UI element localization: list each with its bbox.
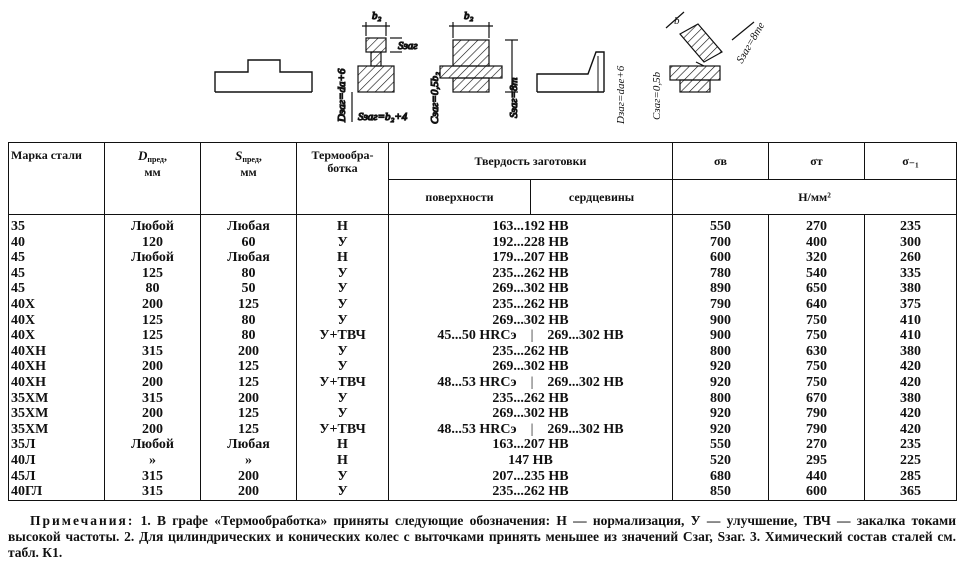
cell-s-pred: 80: [201, 328, 297, 344]
cell-sigma-b: 550: [673, 215, 769, 235]
cell-s-pred: 80: [201, 313, 297, 329]
cell-grade: 35: [9, 215, 105, 235]
header-sigma-minus1: σ₋₁: [865, 143, 957, 180]
cell-s-pred: 200: [201, 469, 297, 485]
cell-sigma-t: 640: [769, 297, 865, 313]
table-row: [9, 344, 957, 360]
cell-hardness: [389, 391, 673, 407]
cell-hardness: [389, 250, 673, 266]
cell-sigma-b: 920: [673, 406, 769, 422]
hardness-surface: 269...302 НВ: [492, 312, 569, 328]
cell-heat-treatment: У: [297, 344, 389, 360]
cell-d-pred: 200: [105, 406, 201, 422]
label-b-d: b: [674, 15, 680, 27]
table-row: [9, 250, 957, 266]
cell-hardness: [389, 359, 673, 375]
header-hardness: Твердость заготовки: [389, 143, 673, 180]
cell-hardness: [389, 484, 673, 500]
steel-properties-table: [8, 142, 957, 501]
cell-d-pred: 315: [105, 344, 201, 360]
table-row: [9, 437, 957, 453]
cell-heat-treatment: Н: [297, 250, 389, 266]
hardness-surface: 192...228 НВ: [492, 234, 569, 250]
table-row: [9, 313, 957, 329]
label-d-zag-c: Dзаг=dае+6: [615, 65, 627, 124]
cell-d-pred: 315: [105, 391, 201, 407]
cell-sigma-b: 600: [673, 250, 769, 266]
table-row: [9, 453, 957, 469]
table-row: [9, 297, 957, 313]
cell-sigma-t: 750: [769, 375, 865, 391]
cell-hardness: [389, 297, 673, 313]
header-grade: Марка стали: [9, 143, 105, 215]
cell-hardness: [389, 437, 673, 453]
cell-d-pred: 120: [105, 235, 201, 251]
cell-d-pred: 200: [105, 297, 201, 313]
cell-hardness: [389, 469, 673, 485]
cell-d-pred: Любой: [105, 250, 201, 266]
cell-sigma-t: 750: [769, 359, 865, 375]
cell-sigma-b: 800: [673, 391, 769, 407]
cell-d-pred: Любой: [105, 215, 201, 235]
cell-heat-treatment: У: [297, 391, 389, 407]
cell-sigma-t: 320: [769, 250, 865, 266]
hardness-core: 269...302 НВ: [547, 328, 624, 344]
cell-heat-treatment: У: [297, 484, 389, 500]
cell-sigma-b: 890: [673, 281, 769, 297]
table-row: [9, 406, 957, 422]
table-row: [9, 375, 957, 391]
cell-sigma-b: 780: [673, 266, 769, 282]
hardness-surface: 45...50 HRCэ: [437, 328, 517, 344]
cell-s-pred: Любая: [201, 437, 297, 453]
cell-hardness: [389, 281, 673, 297]
cell-s-pred: Любая: [201, 215, 297, 235]
cell-hardness: [389, 406, 673, 422]
cell-sigma-t: 540: [769, 266, 865, 282]
cell-s-pred: 125: [201, 359, 297, 375]
hardness-surface: 235...262 НВ: [492, 343, 569, 359]
cell-s-pred: Любая: [201, 250, 297, 266]
cell-sigma-minus1: 260: [865, 250, 957, 266]
hardness-surface: 235...262 НВ: [492, 390, 569, 406]
table-row: [9, 469, 957, 485]
hardness-surface: 269...302 НВ: [492, 406, 569, 422]
cell-s-pred: 60: [201, 235, 297, 251]
steel-table-wrap: [8, 142, 956, 501]
cell-d-pred: Любой: [105, 437, 201, 453]
cell-d-pred: 125: [105, 328, 201, 344]
hardness-surface: 235...262 НВ: [492, 484, 569, 500]
cell-sigma-minus1: 380: [865, 281, 957, 297]
cell-d-pred: 125: [105, 266, 201, 282]
cell-grade: 35Л: [9, 437, 105, 453]
table-row: [9, 359, 957, 375]
cell-sigma-b: 920: [673, 359, 769, 375]
sketch-bevel-shaft: [537, 52, 627, 125]
cell-d-pred: 200: [105, 359, 201, 375]
cell-s-pred: 125: [201, 375, 297, 391]
sketch-bevel-gear: [651, 12, 767, 120]
cell-grade: 45: [9, 266, 105, 282]
cell-sigma-b: 800: [673, 344, 769, 360]
table-body: [9, 215, 957, 501]
sketch-gear-hub: [429, 10, 520, 124]
cell-s-pred: 200: [201, 344, 297, 360]
cell-grade: 45: [9, 281, 105, 297]
cell-sigma-b: 700: [673, 235, 769, 251]
table-row: [9, 484, 957, 500]
hardness-separator: |: [530, 328, 534, 344]
table-row: [9, 215, 957, 235]
note-lead: Примечания:: [30, 513, 135, 528]
cell-sigma-t: 270: [769, 215, 865, 235]
cell-heat-treatment: Н: [297, 437, 389, 453]
label-s-zag-b: Sзаг=8m: [508, 77, 520, 118]
cell-sigma-b: 680: [673, 469, 769, 485]
cell-sigma-minus1: 335: [865, 266, 957, 282]
cell-sigma-minus1: 420: [865, 422, 957, 438]
cell-sigma-minus1: 410: [865, 313, 957, 329]
cell-heat-treatment: У: [297, 266, 389, 282]
cell-sigma-t: 790: [769, 422, 865, 438]
cell-hardness: [389, 266, 673, 282]
table-row: [9, 266, 957, 282]
cell-d-pred: 200: [105, 422, 201, 438]
cell-grade: 40ХН: [9, 344, 105, 360]
cell-hardness: [389, 215, 673, 235]
cell-grade: 40ГЛ: [9, 484, 105, 500]
header-unit: Н/мм²: [673, 180, 957, 215]
cell-sigma-minus1: 225: [865, 453, 957, 469]
cell-sigma-minus1: 235: [865, 437, 957, 453]
cell-sigma-b: 550: [673, 437, 769, 453]
hardness-surface: 207...235 НВ: [492, 468, 569, 484]
header-d-pred: $D_{пред}$, мм: [105, 143, 201, 215]
cell-grade: 40ХН: [9, 375, 105, 391]
cell-grade: 40Х: [9, 328, 105, 344]
cell-s-pred: 200: [201, 391, 297, 407]
cell-s-pred: 80: [201, 266, 297, 282]
blank-sketches: [0, 0, 960, 135]
cell-sigma-t: 440: [769, 469, 865, 485]
cell-s-pred: 50: [201, 281, 297, 297]
cell-s-pred: »: [201, 453, 297, 469]
cell-sigma-t: 600: [769, 484, 865, 500]
cell-heat-treatment: У+ТВЧ: [297, 422, 389, 438]
cell-heat-treatment: У: [297, 406, 389, 422]
sketch-gear-blank: [336, 10, 418, 123]
cell-hardness: [389, 313, 673, 329]
cell-s-pred: 125: [201, 297, 297, 313]
cell-d-pred: 80: [105, 281, 201, 297]
cell-sigma-b: 920: [673, 422, 769, 438]
hardness-separator: |: [530, 374, 534, 390]
cell-sigma-t: 295: [769, 453, 865, 469]
cell-heat-treatment: У: [297, 297, 389, 313]
cell-s-pred: 125: [201, 406, 297, 422]
header-sigma-b: σв: [673, 143, 769, 180]
cell-s-pred: 200: [201, 484, 297, 500]
sketches-area: [0, 0, 960, 135]
hardness-separator: |: [530, 421, 534, 437]
cell-heat-treatment: У: [297, 281, 389, 297]
cell-sigma-minus1: 285: [865, 469, 957, 485]
cell-hardness: [389, 453, 673, 469]
cell-hardness: [389, 235, 673, 251]
label-c-zag-b: Cзаг=0,5b₂: [429, 72, 441, 124]
hardness-surface: 163...207 НВ: [492, 437, 569, 453]
table-row: [9, 422, 957, 438]
table-row: [9, 235, 957, 251]
cell-d-pred: 125: [105, 313, 201, 329]
cell-heat-treatment: Н: [297, 215, 389, 235]
cell-sigma-t: 400: [769, 235, 865, 251]
header-heat-treatment: Термообра-ботка: [297, 143, 389, 215]
cell-heat-treatment: У: [297, 469, 389, 485]
hardness-core: 269...302 НВ: [547, 421, 624, 437]
cell-sigma-minus1: 410: [865, 328, 957, 344]
table-row: [9, 328, 957, 344]
cell-sigma-b: 850: [673, 484, 769, 500]
cell-sigma-b: 900: [673, 328, 769, 344]
cell-grade: 35ХМ: [9, 406, 105, 422]
cell-sigma-minus1: 420: [865, 406, 957, 422]
cell-grade: 40Л: [9, 453, 105, 469]
hardness-surface: 269...302 НВ: [492, 281, 569, 297]
table-row: [9, 281, 957, 297]
hardness-surface: 147 НВ: [508, 452, 553, 468]
cell-sigma-t: 270: [769, 437, 865, 453]
cell-sigma-b: 920: [673, 375, 769, 391]
hardness-surface: 269...302 НВ: [492, 359, 569, 375]
cell-d-pred: »: [105, 453, 201, 469]
cell-d-pred: 315: [105, 484, 201, 500]
cell-grade: 40ХН: [9, 359, 105, 375]
cell-hardness: [389, 422, 673, 438]
label-s-zag-a: Sзаг: [398, 40, 418, 52]
cell-sigma-minus1: 420: [865, 359, 957, 375]
header-core: сердцевины: [531, 180, 673, 215]
cell-hardness: [389, 375, 673, 391]
cell-grade: 40: [9, 235, 105, 251]
label-b2-b: b₂: [464, 10, 474, 22]
cell-hardness: [389, 328, 673, 344]
cell-heat-treatment: Н: [297, 453, 389, 469]
header-surface: поверхности: [389, 180, 531, 215]
label-s-zag-d: Sзаг=8me: [734, 20, 768, 66]
cell-grade: 40Х: [9, 297, 105, 313]
cell-sigma-b: 790: [673, 297, 769, 313]
hardness-surface: 48...53 HRCэ: [437, 374, 517, 390]
cell-sigma-t: 650: [769, 281, 865, 297]
label-s-zag-eq: Sзаг=b₂+4: [358, 111, 408, 123]
cell-grade: 35ХМ: [9, 422, 105, 438]
cell-sigma-minus1: 365: [865, 484, 957, 500]
label-c-zag-c: Cзаг=0,5b: [651, 71, 663, 120]
hardness-surface: 235...262 НВ: [492, 296, 569, 312]
hardness-surface: 235...262 НВ: [492, 265, 569, 281]
hardness-core: 269...302 НВ: [547, 374, 624, 390]
cell-sigma-t: 750: [769, 328, 865, 344]
cell-heat-treatment: У: [297, 359, 389, 375]
table-row: [9, 391, 957, 407]
cell-sigma-minus1: 380: [865, 391, 957, 407]
note-text: 1. В графе «Термообработка» приняты следующие обозначения: Н — нормализация, У — улучшение, ТВЧ — закалка токами высокой частоты. 2. Для цилиндрических и конических колес с выточками принять меньшее из значений Cзаг, Sзаг. 3. Химический состав сталей см. табл. К1.: [8, 513, 957, 560]
cell-d-pred: 200: [105, 375, 201, 391]
header-s-pred: $S_{пред}$, мм: [201, 143, 297, 215]
cell-grade: 45: [9, 250, 105, 266]
cell-sigma-t: 670: [769, 391, 865, 407]
cell-heat-treatment: У+ТВЧ: [297, 375, 389, 391]
cell-d-pred: 315: [105, 469, 201, 485]
cell-hardness: [389, 344, 673, 360]
cell-heat-treatment: У: [297, 313, 389, 329]
cell-sigma-minus1: 375: [865, 297, 957, 313]
cell-sigma-minus1: 235: [865, 215, 957, 235]
cell-sigma-minus1: 300: [865, 235, 957, 251]
cell-grade: 40Х: [9, 313, 105, 329]
table-note: [8, 513, 956, 561]
cell-sigma-t: 750: [769, 313, 865, 329]
cell-sigma-b: 520: [673, 453, 769, 469]
cell-sigma-b: 900: [673, 313, 769, 329]
cell-sigma-t: 790: [769, 406, 865, 422]
cell-sigma-t: 630: [769, 344, 865, 360]
hardness-surface: 163...192 НВ: [492, 219, 569, 234]
cell-grade: 45Л: [9, 469, 105, 485]
label-d-zag-a: Dзаг=dа+6: [336, 68, 348, 122]
cell-sigma-minus1: 420: [865, 375, 957, 391]
hardness-surface: 48...53 HRCэ: [437, 421, 517, 437]
hardness-surface: 179...207 НВ: [492, 250, 569, 266]
cell-s-pred: 125: [201, 422, 297, 438]
cell-heat-treatment: У: [297, 235, 389, 251]
sketch-shaft-gear: [215, 60, 312, 92]
cell-grade: 35ХМ: [9, 391, 105, 407]
header-sigma-t: σт: [769, 143, 865, 180]
cell-heat-treatment: У+ТВЧ: [297, 328, 389, 344]
label-b2-a: b₂: [372, 10, 382, 22]
cell-sigma-minus1: 380: [865, 344, 957, 360]
